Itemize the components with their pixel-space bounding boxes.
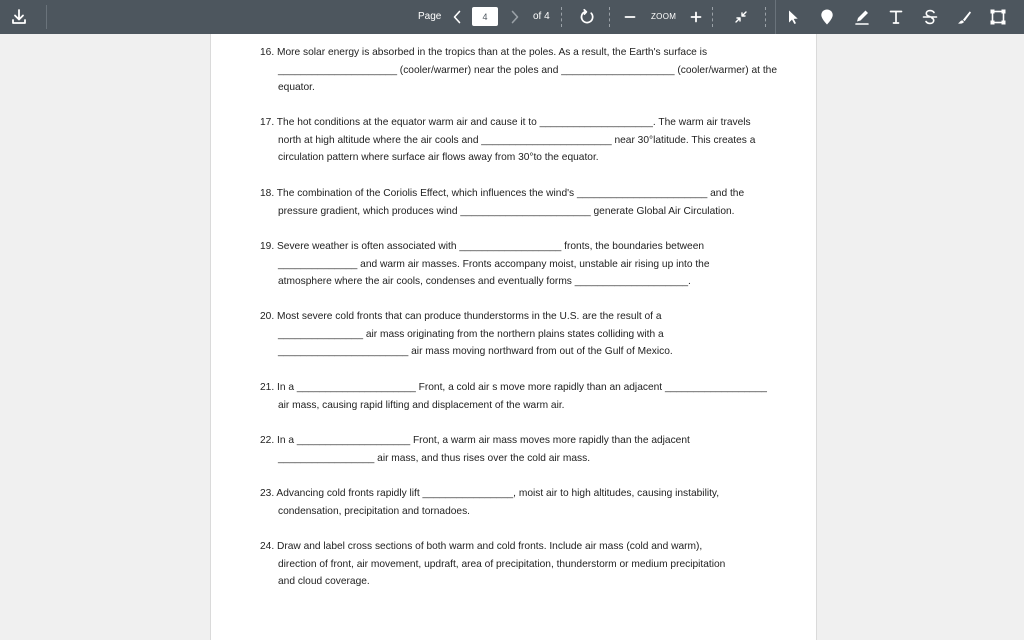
question-line: _______________ air mass originating from the northern plains states colliding with a xyxy=(278,328,664,340)
zoom-out-button[interactable] xyxy=(623,9,637,25)
question-line: equator. xyxy=(278,82,315,94)
minus-icon xyxy=(623,9,637,25)
question-line: and cloud coverage. xyxy=(278,576,370,588)
next-page-button[interactable] xyxy=(509,9,521,25)
comment-tool-button[interactable] xyxy=(817,7,837,27)
page-count-label: of 4 xyxy=(533,11,550,22)
question-line: 20. Most severe cold fronts that can produce thunderstorms in the U.S. are the result of a xyxy=(260,311,662,322)
toolbar-divider xyxy=(712,7,713,27)
question-line: circulation pattern where surface air flows away from 30°to the equator. xyxy=(278,152,599,164)
toolbar-divider xyxy=(775,0,776,34)
question-21 xyxy=(260,379,780,414)
text-tool-button[interactable] xyxy=(886,7,906,27)
question-line: 24. Draw and label cross sections of both warm and cold fronts. Include air mass (cold and warm), xyxy=(260,541,703,552)
question-line: 17. The hot conditions at the equator warm air and cause it to ____________________. The warm air travels xyxy=(260,117,751,128)
highlighter-tool-button[interactable] xyxy=(954,7,974,27)
document-page xyxy=(210,34,817,640)
document-viewer[interactable] xyxy=(0,34,1024,640)
question-18 xyxy=(260,185,780,220)
rotate-icon xyxy=(577,7,597,27)
select-tool-button[interactable] xyxy=(783,7,803,27)
strikethrough-tool-button[interactable] xyxy=(920,7,940,27)
pen-tool-button[interactable] xyxy=(852,7,872,27)
pointer-icon xyxy=(783,7,803,27)
toolbar-divider xyxy=(46,5,47,29)
question-line: air mass, causing rapid lifting and displacement of the warm air. xyxy=(278,399,565,411)
question-line: ______________ and warm air masses. Fronts accompany moist, unstable air rising up into the xyxy=(278,258,710,270)
strikethrough-icon xyxy=(920,7,940,27)
previous-page-button[interactable] xyxy=(451,9,463,25)
question-24 xyxy=(260,538,780,591)
toolbar-divider xyxy=(561,7,562,27)
question-line: atmosphere where the air cools, condenses and eventually forms ____________________. xyxy=(278,276,691,288)
question-16 xyxy=(260,44,780,97)
map-pin-icon xyxy=(817,7,837,27)
download-button[interactable] xyxy=(9,7,29,27)
zoom-in-button[interactable] xyxy=(689,9,703,25)
zoom-label: ZOOM xyxy=(651,12,677,21)
question-17 xyxy=(260,114,780,167)
question-20 xyxy=(260,308,780,361)
question-line: 23. Advancing cold fronts rapidly lift ________________, moist air to high altitudes, causing instability, xyxy=(260,488,720,499)
question-line: 18. The combination of the Coriolis Effect, which influences the wind's _______________________ and the xyxy=(260,188,745,199)
toolbar-divider xyxy=(609,7,610,27)
question-line: _________________ air mass, and thus rises over the cold air mass. xyxy=(278,452,591,464)
plus-icon xyxy=(689,9,703,25)
question-line: 16. More solar energy is absorbed in the tropics than at the poles. As a result, the Earth's surface is xyxy=(260,47,708,58)
question-line: condensation, precipitation and tornadoes. xyxy=(278,505,471,517)
toolbar-divider xyxy=(765,7,766,27)
question-line: 21. In a _____________________ Front, a cold air s move more rapidly than an adjacent __________________ xyxy=(260,382,767,393)
rectangle-icon xyxy=(988,7,1008,27)
download-icon xyxy=(9,7,29,27)
question-23 xyxy=(260,485,780,520)
collapse-icon xyxy=(732,8,750,26)
page-number-input[interactable] xyxy=(472,7,498,26)
text-icon xyxy=(886,7,906,27)
question-line: north at high altitude where the air cools and _______________________ near 30°latitude. This creates a xyxy=(278,134,756,146)
question-line: 19. Severe weather is often associated with __________________ fronts, the boundaries between xyxy=(260,241,705,252)
pen-icon xyxy=(852,7,872,27)
question-line: direction of front, air movement, updraft, area of precipitation, thunderstorm or medium precipitation xyxy=(278,558,726,570)
question-line: pressure gradient, which produces wind _______________________ generate Global Air Circulation. xyxy=(278,205,735,217)
chevron-right-icon xyxy=(509,9,521,25)
shape-tool-button[interactable] xyxy=(988,7,1008,27)
question-line: _____________________ (cooler/warmer) near the poles and ____________________ (cooler/warmer) at the xyxy=(278,64,777,76)
chevron-left-icon xyxy=(451,9,463,25)
viewer-toolbar xyxy=(0,0,1024,34)
question-line: _______________________ air mass moving northward from out of the Gulf of Mexico. xyxy=(278,346,673,358)
question-22 xyxy=(260,432,780,467)
highlighter-icon xyxy=(954,7,974,27)
page-label: Page xyxy=(418,11,442,22)
question-line: 22. In a ____________________ Front, a warm air mass moves more rapidly than the adjacent xyxy=(260,435,690,446)
question-19 xyxy=(260,238,780,291)
rotate-button[interactable] xyxy=(577,7,597,27)
fit-page-button[interactable] xyxy=(732,8,750,26)
